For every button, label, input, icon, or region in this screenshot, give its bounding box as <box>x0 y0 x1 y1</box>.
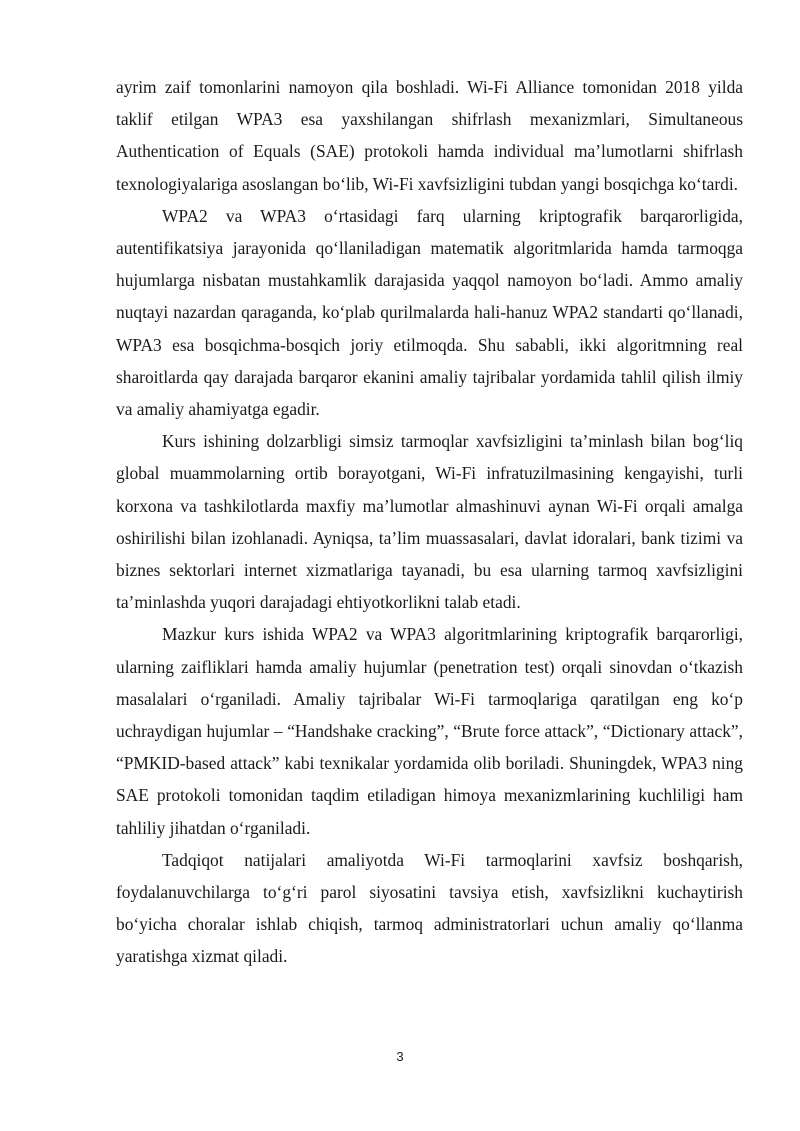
body-text <box>116 71 743 973</box>
paragraph-relevance: Kurs ishining dolzarbligi simsiz tarmoqlar xavfsizligini ta’minlash bilan bog‘liq global muammolarning ortib borayotgani, Wi-Fi infratuzilmasining kengayishi, turli korxona va tashkilotlarda maxfiy ma’lumotlar almashinuvi aynan Wi-Fi orqali amalga oshirilishi bilan izohlanadi. Ayniqsa, ta’lim muassasalari, davlat idoralari, bank tizimi va biznes sektorlari internet xizmatlariga tayanadi, bu esa ularning tarmoq xavfsizligini ta’minlashda yuqori darajadagi ehtiyotkorlikni talab etadi. <box>116 431 743 613</box>
paragraph-continuation: ayrim zaif tomonlarini namoyon qila boshladi. Wi-Fi Alliance tomonidan 2018 yilda taklif etilgan WPA3 esa yaxshilangan shifrlash mexanizmlari, Simultaneous Authentication of Equals (SAE) protokoli hamda individual ma’lumotlarni shifrlash texnologiyalariga asoslangan bo‘lib, Wi-Fi xavfsizligini tubdan yangi bosqichga ko‘tardi. <box>116 77 743 194</box>
page-number: 3 <box>396 1049 404 1064</box>
paragraph-scope: Mazkur kurs ishida WPA2 va WPA3 algoritmlarining kriptografik barqarorligi, ularning zaifliklari hamda amaliy hujumlar (penetration test) orqali sinovdan o‘tkazish masalalari o‘rganiladi. Amaliy tajribalar Wi-Fi tarmoqlariga qaratilgan eng ko‘p uchraydigan hujumlar – “Handshake cracking”, “Brute force attack”, “Dictionary attack”, “PMKID-based attack” kabi texnikalar yordamida olib boriladi. Shuningdek, WPA3 ning SAE protokoli tomonidan taqdim etiladigan himoya mexanizmlarining kuchliligi ham tahliliy jihatdan o‘rganiladi. <box>116 624 743 838</box>
paragraph-results: Tadqiqot natijalari amaliyotda Wi-Fi tarmoqlarini xavfsiz boshqarish, foydalanuvchilarga to‘g‘ri parol siyosatini tavsiya etish, xavfsizlikni kuchaytirish bo‘yicha choralar ishlab chiqish, tarmoq administratorlari uchun amaliy qo‘llanma yaratishga xizmat qiladi. <box>116 849 743 967</box>
paragraph-wpa-comparison: WPA2 va WPA3 o‘rtasidagi farq ularning kriptografik barqarorligida, autentifikatsiya jarayonida qo‘llaniladigan matematik algoritmlarida hamda tarmoqga hujumlarga nisbatan mustahkamlik darajasida yaqqol namoyon bo‘ladi. Ammo amaliy nuqtayi nazardan qaraganda, ko‘plab qurilmalarda hali-hanuz WPA2 standarti qo‘llanadi, WPA3 esa bosqichma-bosqich joriy etilmoqda. Shu sababli, ikki algoritmning real sharoitlarda qay darajada barqaror ekanini amaliy tajribalar yordamida tahlil qilish ilmiy va amaliy ahamiyatga egadir. <box>116 205 743 420</box>
